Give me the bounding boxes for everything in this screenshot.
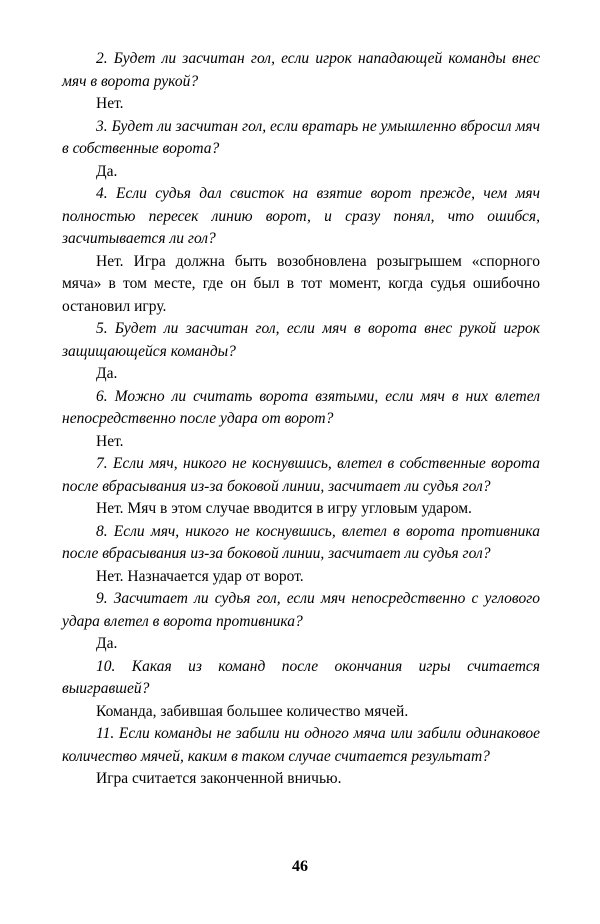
page-number: 46 [292, 858, 308, 875]
page-body [62, 48, 540, 791]
answer-4: Нет. Игра должна быть возобновлена розыгрышем «спорного мяча» в том месте, где он был в тот момент, когда судья ошибочно остановил игру. [62, 252, 540, 315]
question-6: 6. Можно ли считать ворота взятыми, если мяч в них влетел непосредственно после удара от ворот? [62, 387, 540, 427]
question-2: 2. Будет ли засчитан гол, если игрок нападающей команды внес мяч в ворота рукой? [62, 50, 540, 90]
question-7: 7. Если мяч, никого не коснувшись, влетел в собственные ворота после вбрасывания из-за боковой линии, засчитает ли судья гол? [62, 455, 540, 495]
question-8: 8. Если мяч, никого не коснувшись, влетел в ворота противника после вбрасывания из-за боковой линии, засчитает ли судья гол? [62, 522, 540, 562]
question-10: 10. Какая из команд после окончания игры считается выигравшей? [62, 657, 540, 697]
answer-2: Нет. [96, 95, 124, 112]
answer-6: Нет. [96, 432, 124, 450]
answer-7: Нет. Мяч в этом случае вводится в игру угловым ударом. [96, 500, 472, 517]
answer-8: Нет. Назначается удар от ворот. [96, 567, 304, 585]
answer-10: Команда, забившая большее количество мячей. [96, 702, 409, 720]
answer-5: Да. [96, 365, 118, 382]
answer-3: Да. [96, 162, 118, 180]
question-9: 9. Засчитает ли судья гол, если мяч непосредственно с углового удара влетел в ворота противника? [62, 590, 540, 630]
question-3: 3. Будет ли засчитан гол, если вратарь не умышленно вбросил мяч в собственные ворота? [62, 117, 540, 157]
question-11: 11. Если команды не забили ни одного мяча или забили одинаковое количество мячей, каким в таком случае считается результат? [62, 725, 540, 765]
question-5: 5. Будет ли засчитан гол, если мяч в ворота внес рукой игрок защищающейся команды? [62, 320, 540, 360]
question-4: 4. Если судья дал свисток на взятие ворот прежде, чем мяч полностью пересек линию ворот, и сразу понял, что ошибся, засчитывается ли гол? [62, 185, 540, 247]
answer-9: Да. [96, 635, 118, 652]
answer-11: Игра считается законченной вничью. [96, 770, 342, 787]
